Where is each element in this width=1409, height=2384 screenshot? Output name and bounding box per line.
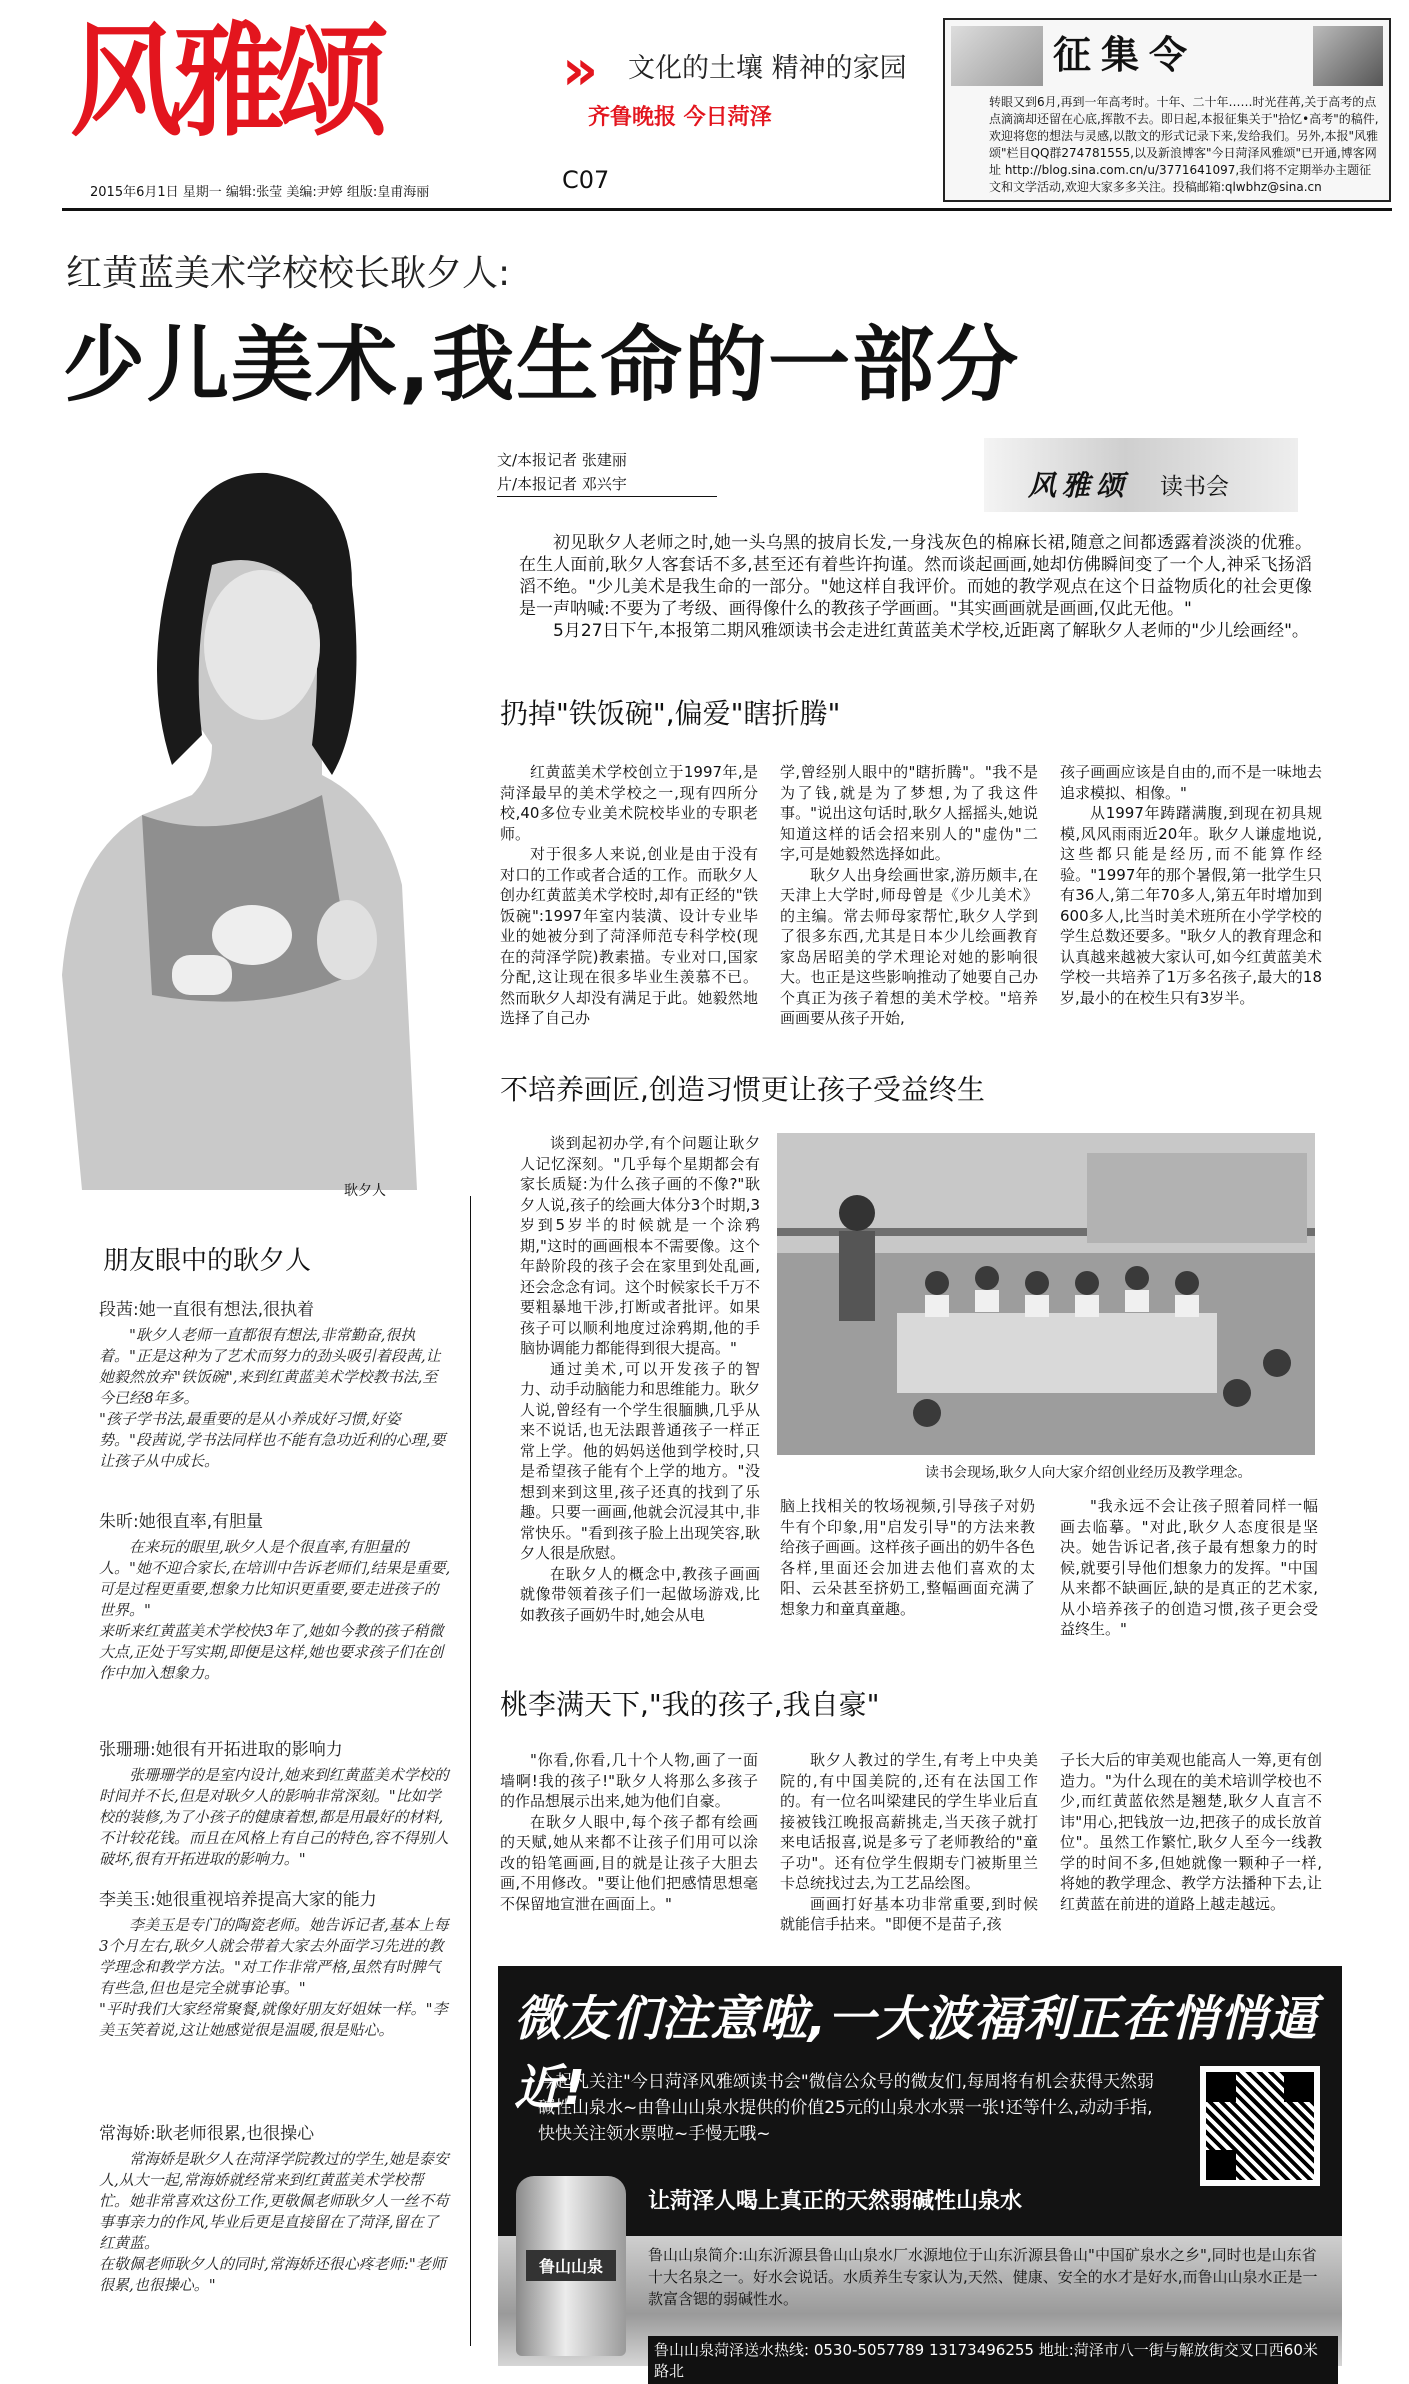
portrait-photo bbox=[22, 415, 427, 1190]
paragraph: 孩子画画应该是自由的,而不是一味地去追求模拟、相像。" bbox=[1060, 763, 1322, 802]
paragraph: 通过美术,可以开发孩子的智力、动手动脑能力和思维能力。耿夕人说,曾经有一个学生很腼腆,几乎从来不说话,也无法跟普通孩子一样正常上学。他的妈妈送他到学校时,只是希望孩子能有个上学的地方。"没想到来到这里,孩子还真的找到了乐趣。只要一画画,他就会沉浸其中,非常快乐。"看到孩子脸上出现笑容,耿夕人很是欣慰。 bbox=[520, 1359, 761, 1562]
byline-photo: 片/本报记者 邓兴宇 bbox=[497, 475, 627, 493]
sidebar-item bbox=[99, 1740, 451, 1870]
section3-column-3 bbox=[1060, 1750, 1322, 1914]
ad-hotline: 鲁山山泉菏泽送水热线: 0530-5057789 13173496255 地址:菏泽市八一街与解放街交叉口西60米路北 bbox=[648, 2336, 1338, 2384]
paragraph: 在耿夕人眼中,每个孩子都有绘画的天赋,她从来都不让孩子们用可以涂改的铅笔画画,目的就是让孩子大胆去画,不用修改。"要让他们把感情思想毫不保留地宣泄在画面上。" bbox=[500, 1812, 758, 1913]
sidebar-item bbox=[99, 1512, 451, 1684]
byline-text: 文/本报记者 张建丽 bbox=[497, 451, 627, 469]
page-code: C07 bbox=[562, 166, 610, 194]
article-subhead: 红黄蓝美术学校校长耿夕人: bbox=[66, 253, 511, 294]
masthead-tagline: 文化的土壤 精神的家园 bbox=[628, 53, 907, 84]
column-name: 风雅颂 bbox=[1028, 469, 1131, 502]
sidebar-rule bbox=[470, 1196, 471, 2346]
masthead-logo: 风雅颂 bbox=[70, 11, 380, 153]
gavel-image bbox=[1313, 26, 1383, 86]
section1-column-2 bbox=[780, 762, 1038, 1029]
byline-rule bbox=[497, 496, 717, 497]
section3-column-2 bbox=[780, 1750, 1038, 1935]
sidebar-item bbox=[99, 1300, 451, 1472]
portrait-caption: 耿夕人 bbox=[344, 1183, 386, 1199]
column-banner bbox=[984, 438, 1298, 512]
sidebar-item-body: 在来玩的眼里,耿夕人是个很直率,有胆量的人。"她不迎合家长,在培训中告诉老师们,结果是重要,可是过程更重要,想象力比知识更重要,要走进孩子的世界。" 来昕来红黄蓝美术学校快3年了,她如今教的孩子稍微大点,正处于写实期,即便是这样,她也要求孩子们在创作中加入想象力。 bbox=[99, 1538, 451, 1682]
masthead-arrows: » bbox=[562, 38, 599, 103]
section3-column-1 bbox=[500, 1750, 758, 1914]
sidebar-title: 朋友眼中的耿夕人 bbox=[103, 1246, 312, 1276]
paragraph: 子长大后的审美观也能高人一筹,更有创造力。"为什么现在的美术培训学校也不少,而红黄蓝依然是翘楚,耿夕人直言不讳"用心,把钱放一边,把孩子的成长放首位"。虽然工作繁忙,耿夕人至今一线教学的时间不多,但她就像一颗种子一样,将她的教学理念、教学方法播种下去,让红黄蓝在前进的道路上越走越远。 bbox=[1060, 1751, 1322, 1913]
bottle-label: 鲁山山泉 bbox=[526, 2250, 616, 2281]
intro-paragraph: 初见耿夕人老师之时,她一头乌黑的披肩长发,一身浅灰色的棉麻长裙,随意之间都透露着淡淡的优雅。在生人面前,耿夕人客套话不多,甚至还有着些许拘谨。然而谈起画画,她却仿佛瞬间变了一个人,神采飞扬滔滔不绝。"少儿美术是我生命的一部分。"她这样自我评价。而她的教学观点在这个日益物质化的社会更像是一声呐喊:不要为了考级、画得像什么的教孩子学画画。"其实画画就是画画,仅此无他。" bbox=[519, 533, 1312, 619]
paragraph: 学,曾经别人眼中的"瞎折腾"。"我不是为了钱,就是为了梦想,为了我这件事。"说出这句话时,耿夕人摇摇头,她说知道这样的话会招来别人的"虚伪"二字,可是她毅然选择如此。 bbox=[780, 763, 1038, 863]
reading-club-photo bbox=[777, 1133, 1315, 1455]
paragraph: 画画打好基本功非常重要,到时候就能信手拈来。"即便不是苗子,孩 bbox=[780, 1894, 1038, 1933]
paragraph: 谈到起初办学,有个问题让耿夕人记忆深刻。"几乎每个星期都会有家长质疑:为什么孩子画的不像?"耿夕人说,孩子的绘画大体分3个时期,3岁到5岁半的时候就是一个涂鸦期,"这时的画画根本不需要像。这个年龄阶段的孩子会在家里到处乱画,还会念念有词。这个时候家长千万不要粗暴地干涉,打断或者批评。如果孩子可以顺利地度过涂鸦期,他的手脑协调能力都能得到很大提高。" bbox=[520, 1134, 761, 1357]
paragraph: 脑上找相关的牧场视频,引导孩子对奶牛有个印象,用"启发引导"的方法来教给孩子画画。这样孩子画出的奶牛各色各样,里面还会加进去他们喜欢的太阳、云朵甚至挤奶工,整幅画面充满了想象力和童真童趣。 bbox=[780, 1497, 1036, 1618]
masthead-rule bbox=[62, 208, 1392, 211]
ink-painting-image bbox=[951, 26, 1043, 86]
sidebar-item-heading: 朱昕:她很直率,有胆量 bbox=[99, 1512, 264, 1532]
sidebar-item-heading: 李美玉:她很重视培养提高大家的能力 bbox=[99, 1890, 377, 1910]
paragraph: 在耿夕人的概念中,教孩子画画就像带领着孩子们一起做场游戏,比如教孩子画奶牛时,她会从电 bbox=[520, 1564, 760, 1624]
sidebar-item bbox=[99, 1890, 451, 2041]
water-bottle-image bbox=[516, 2176, 626, 2356]
sidebar-item-heading: 张珊珊:她很有开拓进取的影响力 bbox=[99, 1740, 343, 1760]
sidebar-item-body: 李美玉是专门的陶瓷老师。她告诉记者,基本上每3个月左右,耿夕人就会带着大家去外面学习先进的教学理念和教学方法。"对工作非常严格,虽然有时脾气有些急,但也是完全就事论事。" "平时我们大家经常聚餐,就像好朋友好姐妹一样。"李美玉笑着说,这让她感觉很是温暖,很是贴心。 bbox=[99, 1916, 449, 2039]
paragraph: 红黄蓝美术学校创立于1997年,是菏泽最早的美术学校之一,现有四所分校,40多位专业美术院校毕业的专职老师。 bbox=[500, 763, 758, 843]
section-title: 不培养画匠,创造习惯更让孩子受益终生 bbox=[500, 1073, 985, 1106]
section-title: 桃李满天下,"我的孩子,我自豪" bbox=[500, 1688, 880, 1721]
article-headline: 少儿美术,我生命的一部分 bbox=[63, 318, 1021, 413]
paragraph: 耿夕人教过的学生,有考上中央美院的,有中国美院的,还有在法国工作的。有一位名叫梁建民的学生毕业后直接被钱江晚报高薪挑走,当天孩子就打来电话报喜,说是多亏了老师教给的"童子功"。还有位学生假期专门被斯里兰卡总统找过去,为工艺品绘图。 bbox=[780, 1751, 1038, 1892]
paragraph: 对于很多人来说,创业是由于没有对口的工作或者合适的工作。而耿夕人创办红黄蓝美术学校时,却有正经的"铁饭碗":1997年室内装潢、设计专业毕业的她被分到了菏泽师范专科学校(现在的菏泽学院)教素描。专业对口,国家分配,这让现在很多毕业生羡慕不已。然而耿夕人却没有满足于此。她毅然地选择了自己办 bbox=[500, 845, 758, 1027]
ad-title: 微友们注意啦,一大波福利正在悄悄逼近! bbox=[514, 1991, 1318, 2116]
column-tag: 读书会 bbox=[1160, 474, 1229, 500]
section2-column-1 bbox=[520, 1133, 760, 1625]
ad-slogan: 让菏泽人喝上真正的天然弱碱性山泉水 bbox=[648, 2189, 1023, 2214]
sidebar-item-heading: 常海娇:耿老师很累,也很操心 bbox=[99, 2124, 315, 2144]
paragraph: "我永远不会让孩子照着同样一幅画去临摹。"对此,耿夕人态度很是坚决。她告诉记者,孩子最有想象力的时候,就要引导他们想象力的发挥。"中国从来都不缺画匠,缺的是真正的艺术家,从小培养孩子的创造习惯,孩子更会受益终生。" bbox=[1060, 1497, 1318, 1638]
section1-column-1 bbox=[500, 762, 758, 1029]
notice-body: 转眼又到6月,再到一年高考时。十年、二十年……时光荏苒,关于高考的点点滴滴却还留在心底,挥散不去。即日起,本报征集关于"拾忆•高考"的稿件,欢迎将您的想法与灵感,以散文的形式记录下来,发给我们。另外,本报"风雅颂"栏目QQ群274781555,以及新浪博客"今日菏泽风雅颂"已开通,博客网址 http://blog.sina.com.cn/u/3771641097,我们将不定期举办主题征文和文学活动,欢迎大家多多关注。投稿邮箱:qlwbhz@sina.cn bbox=[989, 95, 1379, 194]
notice-box bbox=[943, 18, 1391, 202]
intro bbox=[519, 532, 1312, 642]
byline bbox=[497, 448, 627, 496]
section-title: 扔掉"铁饭碗",偏爱"瞎折腾" bbox=[500, 697, 841, 730]
sidebar-item-body: 常海娇是耿夕人在菏泽学院教过的学生,她是泰安人,从大一起,常海娇就经常来到红黄蓝美术学校帮忙。她非常喜欢这份工作,更敬佩老师耿夕人一丝不苟事事亲力的作风,毕业后更是直接留在了菏泽,留在了红黄蓝。 在敬佩老师耿夕人的同时,常海娇还很心疼老师:"老师很累,也很操心。" bbox=[99, 2150, 449, 2294]
advertisement bbox=[498, 1966, 1342, 2380]
dateline: 2015年6月1日 星期一 编辑:张莹 美编:尹婷 组版:皇甫海丽 bbox=[90, 185, 430, 200]
sidebar-item-heading: 段茜:她一直很有想法,很执着 bbox=[99, 1300, 315, 1320]
reading-club-photo-caption: 读书会现场,耿夕人向大家介绍创业经历及教学理念。 bbox=[925, 1465, 1252, 1481]
ad-text: 今起凡关注"今日菏泽风雅颂读书会"微信公众号的微友们,每周将有机会获得天然弱碱性山泉水~由鲁山山泉水提供的价值25元的山泉水水票一张!还等什么,动动手指,快快关注领水票啦~手慢无哦~ bbox=[538, 2072, 1155, 2144]
sidebar-item-body: "耿夕人老师一直都很有想法,非常勤奋,很执着。"正是这种为了艺术而努力的劲头吸引着段茜,让她毅然放弃"铁饭碗",来到红黄蓝美术学校教书法,至今已经8年多。 "孩子学书法,最重要的是从小养成好习惯,好姿势。"段茜说,学书法同样也不能有急功近利的心理,要让孩子从中成长。 bbox=[99, 1326, 446, 1470]
sidebar-item bbox=[99, 2124, 451, 2296]
newspaper-brand: 齐鲁晚报 今日菏泽 bbox=[588, 105, 772, 130]
paragraph: 耿夕人出身绘画世家,游历颇丰,在天津上大学时,师母曾是《少儿美术》的主编。常去师母家帮忙,耿夕人学到了很多东西,尤其是日本少儿绘画教育家岛居昭美的学术理论对她的影响很大。也正是这些影响推动了她要自己办个真正为孩子着想的美术学校。"培养画画要从孩子开始, bbox=[780, 865, 1038, 1027]
paragraph: "你看,你看,几十个人物,画了一面墙啊!我的孩子!"耿夕人将那么多孩子的作品想展示出来,她为他们自豪。 bbox=[500, 1751, 758, 1810]
section1-column-3 bbox=[1060, 762, 1322, 1008]
section2-column-2 bbox=[780, 1496, 1035, 1619]
section2-column-3 bbox=[1060, 1496, 1318, 1640]
qr-code-image[interactable] bbox=[1200, 2066, 1320, 2186]
intro-paragraph: 5月27日下午,本报第二期风雅颂读书会走进红黄蓝美术学校,近距离了解耿夕人老师的"少儿绘画经"。 bbox=[553, 621, 1309, 641]
notice-title: 征集令 bbox=[1053, 33, 1198, 77]
ad-intro: 鲁山山泉简介:山东沂源县鲁山山泉水厂水源地位于山东沂源县鲁山"中国矿泉水之乡",同时也是山东省十大名泉之一。好水会说话。水质养生专家认为,天然、健康、安全的水才是好水,而鲁山山泉水正是一款富含锶的弱碱性水。 bbox=[648, 2246, 1318, 2308]
sidebar-item-body: 张珊珊学的是室内设计,她来到红黄蓝美术学校的时间并不长,但是对耿夕人的影响非常深刻。"比如学校的装修,为了小孩子的健康着想,都是用最好的材料,不计较花钱。而且在风格上有自己的特色,容不得别人破坏,很有开拓进取的影响力。" bbox=[99, 1766, 449, 1868]
paragraph: 从1997年踌躇满腹,到现在初具规模,风风雨雨近20年。耿夕人谦虚地说,这些都只能是经历,而不能算作经验。"1997年的那个暑假,第一批学生只有36人,第二年70多人,第五年时增加到600多人,比当时美术班所在小学学校的学生总数还要多。"耿夕人的教育理念和认真越来越被大家认可,如今红黄蓝美术学校一共培养了1万多名孩子,最大的18岁,最小的在校生只有3岁半。 bbox=[1060, 804, 1322, 1007]
